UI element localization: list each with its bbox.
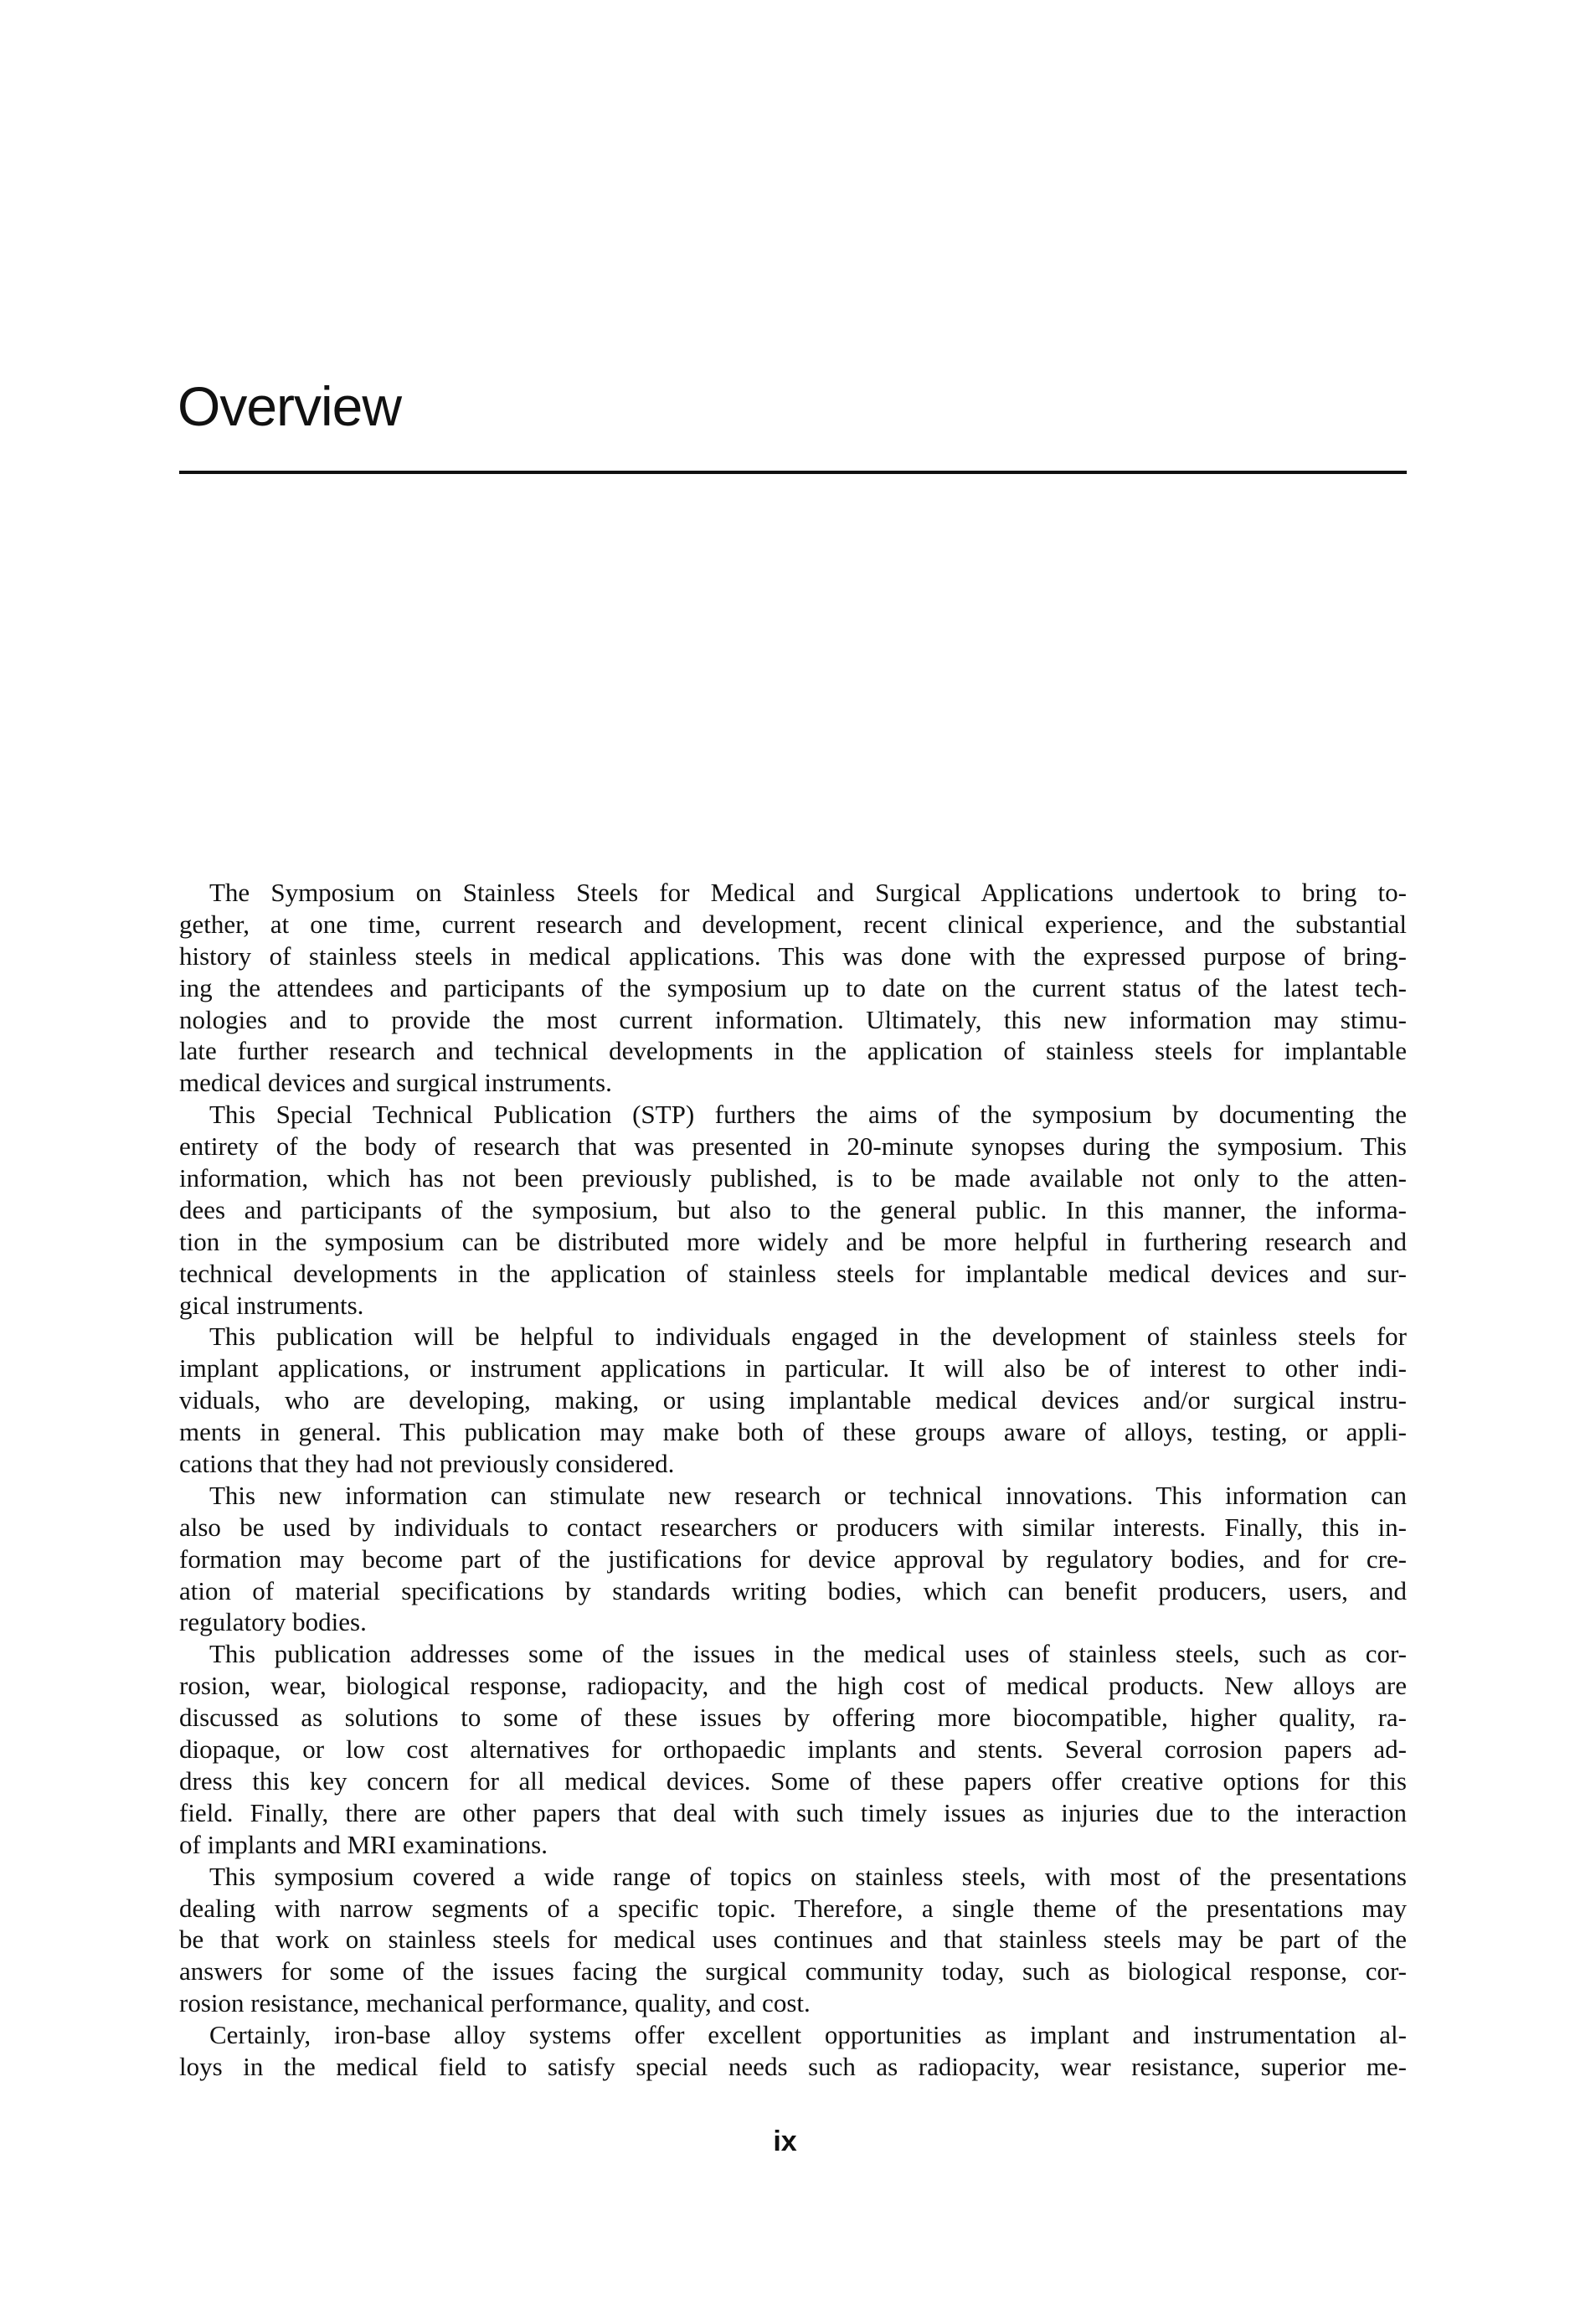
text-line: Certainly, iron-base alloy systems offer excellent opportunities as implant and instrumentation al-	[209, 2020, 1407, 2050]
text-line: diopaque, or low cost alternatives for orthopaedic implants and stents. Several corrosion papers ad-	[179, 1734, 1407, 1765]
text-line: formation may become part of the justifications for device approval by regulatory bodies, and for cre-	[179, 1543, 1407, 1574]
paragraph	[179, 1480, 1407, 1638]
text-line: dees and participants of the symposium, but also to the general public. In this manner, the informa-	[179, 1194, 1407, 1224]
paragraph	[179, 877, 1407, 1099]
text-line: dress this key concern for all medical devices. Some of these papers offer creative options for this	[179, 1765, 1407, 1796]
text-line: field. Finally, there are other papers that deal with such timely issues as injuries due to the interaction	[179, 1797, 1407, 1827]
text-line: This Special Technical Publication (STP) furthers the aims of the symposium by documenting the	[209, 1100, 1407, 1130]
paragraph	[179, 1638, 1407, 1860]
text-line: regulatory bodies.	[179, 1607, 367, 1637]
page-number: ix	[773, 2126, 797, 2157]
text-line: be that work on stainless steels for medical uses continues and that stainless steels may be part of the	[179, 1925, 1407, 1955]
text-line: tion in the symposium can be distributed more widely and be more helpful in furthering research and	[179, 1226, 1407, 1256]
page-title: Overview	[178, 375, 402, 437]
text-line: loys in the medical field to satisfy special needs such as radiopacity, wear resistance, superior me-	[179, 2051, 1407, 2081]
text-line: gether, at one time, current research and development, recent clinical experience, and the substantial	[179, 909, 1407, 939]
text-line: answers for some of the issues facing the surgical community today, such as biological response, cor-	[179, 1956, 1407, 1986]
text-line: also be used by individuals to contact researchers or producers with similar interests. Finally, this in-	[179, 1512, 1407, 1542]
text-line: medical devices and surgical instruments.	[179, 1068, 612, 1098]
text-line: This publication will be helpful to individuals engaged in the development of stainless steels for	[209, 1322, 1407, 1352]
text-line: of implants and MRI examinations.	[179, 1829, 548, 1859]
paragraph	[179, 2019, 1407, 2083]
text-line: ation of material specifications by standards writing bodies, which can benefit producers, users, and	[179, 1575, 1407, 1605]
title-rule-divider	[179, 471, 1407, 474]
text-line: history of stainless steels in medical applications. This was done with the expressed purpose of bring-	[179, 940, 1407, 971]
paragraph	[179, 1321, 1407, 1479]
paragraph	[179, 1099, 1407, 1321]
text-line: rosion, wear, biological response, radiopacity, and the high cost of medical products. New alloys are	[179, 1671, 1407, 1701]
paragraph	[179, 1861, 1407, 2019]
text-line: This new information can stimulate new research or technical innovations. This information can	[209, 1480, 1407, 1510]
text-line: viduals, who are developing, making, or using implantable medical devices and/or surgical instru-	[179, 1385, 1407, 1415]
text-line: nologies and to provide the most current information. Ultimately, this new information may stimu-	[179, 1004, 1407, 1034]
text-line: ments in general. This publication may make both of these groups aware of alloys, testing, or appli-	[179, 1417, 1407, 1447]
text-line: ing the attendees and participants of the symposium up to date on the current status of the latest tech-	[179, 972, 1407, 1002]
body-text	[179, 877, 1407, 2083]
text-line: The Symposium on Stainless Steels for Medical and Surgical Applications undertook to bring to-	[209, 878, 1407, 907]
text-line: late further research and technical developments in the application of stainless steels for implantable	[179, 1036, 1407, 1066]
text-line: rosion resistance, mechanical performance, quality, and cost.	[179, 1988, 811, 2018]
text-line: discussed as solutions to some of these issues by offering more biocompatible, higher quality, ra-	[179, 1703, 1407, 1733]
text-line: information, which has not been previously published, is to be made available not only to the atten-	[179, 1163, 1407, 1193]
text-line: gical instruments.	[179, 1290, 364, 1320]
text-line: This symposium covered a wide range of topics on stainless steels, with most of the presentations	[209, 1861, 1407, 1891]
text-line: technical developments in the application of stainless steels for implantable medical devices and sur-	[179, 1258, 1407, 1288]
text-line: This publication addresses some of the issues in the medical uses of stainless steels, such as cor-	[209, 1639, 1407, 1669]
text-line: cations that they had not previously considered.	[179, 1449, 675, 1479]
text-line: dealing with narrow segments of a specific topic. Therefore, a single theme of the presentations may	[179, 1893, 1407, 1923]
text-line: entirety of the body of research that was presented in 20-minute synopses during the symposium. This	[179, 1131, 1407, 1162]
text-line: implant applications, or instrument applications in particular. It will also be of interest to other indi-	[179, 1353, 1407, 1384]
